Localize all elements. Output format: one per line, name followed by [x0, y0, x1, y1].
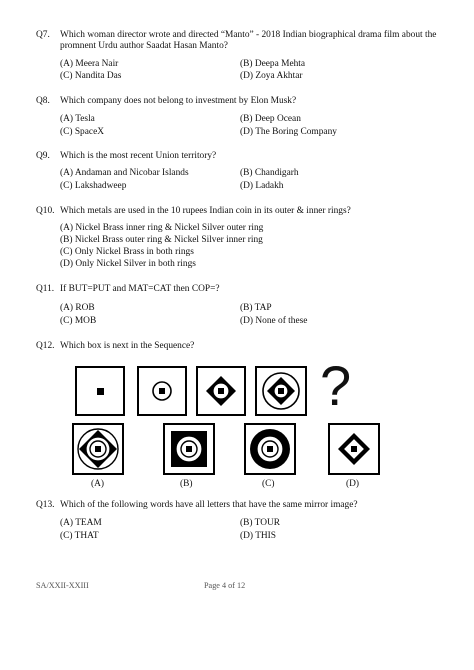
option-c: (C) THAT	[60, 531, 99, 541]
option-b: (B) Nickel Brass outer ring & Nickel Silver inner ring	[60, 235, 263, 245]
question-number: Q13.	[36, 500, 55, 510]
option-b: (B) Chandigarh	[240, 168, 299, 178]
option-b: (B) TAP	[240, 303, 272, 313]
sequence-box-1	[75, 366, 125, 416]
option-c: (C) MOB	[60, 316, 97, 326]
option-a: (A) ROB	[60, 303, 95, 313]
option-b: (B) Deep Ocean	[240, 114, 301, 124]
option-d: (D) Ladakh	[240, 181, 284, 191]
option-c: (C) SpaceX	[60, 127, 104, 137]
answer-label-b: (B)	[180, 479, 193, 489]
question-number: Q8.	[36, 96, 50, 106]
sequence-box-2	[137, 366, 187, 416]
question-text: Which of the following words have all letters that have the same mirror image?	[60, 500, 358, 510]
small-square-icon	[77, 368, 123, 414]
question-mark: ?	[320, 354, 352, 417]
option-a: (A) TEAM	[60, 518, 102, 528]
answer-box-a	[72, 423, 124, 475]
answer-b-figure-icon	[165, 425, 213, 473]
answer-box-d	[328, 423, 380, 475]
option-a: (A) Nickel Brass inner ring & Nickel Silver outer ring	[60, 223, 264, 233]
question-number: Q9.	[36, 151, 50, 161]
diamond-circle-icon	[198, 368, 244, 414]
question-text: If BUT=PUT and MAT=CAT then COP=?	[60, 284, 220, 294]
question-text: Which is the most recent Union territory?	[60, 151, 217, 161]
option-b: (B) Deepa Mehta	[240, 59, 306, 69]
option-d: (D) THIS	[240, 531, 277, 541]
question-text: Which woman director wrote and directed “Manto” - 2018 Indian biographical drama film about the promnent Urdu author Saadat Hasan Manto?	[60, 30, 437, 51]
circle-diamond-icon	[257, 368, 305, 414]
answer-c-figure-icon	[246, 425, 294, 473]
answer-label-d: (D)	[346, 479, 360, 489]
circle-square-icon	[139, 368, 185, 414]
question-text: Which box is next in the Sequence?	[60, 341, 195, 351]
question-text: Which company does not belong to investment by Elon Musk?	[60, 96, 297, 106]
question-number: Q10.	[36, 206, 55, 216]
answer-label-c: (C)	[262, 479, 275, 489]
option-c: (C) Only Nickel Brass in both rings	[60, 247, 194, 257]
option-b: (B) TOUR	[240, 518, 281, 528]
answer-a-figure-icon	[74, 425, 122, 473]
option-c: (C) Nandita Das	[60, 71, 122, 81]
sequence-box-3	[196, 366, 246, 416]
sequence-box-4	[255, 366, 307, 416]
option-a: (A) Tesla	[60, 114, 95, 124]
answer-label-a: (A)	[91, 479, 105, 489]
option-d: (D) The Boring Company	[240, 127, 337, 137]
answer-box-c	[244, 423, 296, 475]
option-a: (A) Andaman and Nicobar Islands	[60, 168, 189, 178]
page-number: Page 4 of 12	[204, 581, 246, 590]
option-d: (D) Zoya Akhtar	[240, 71, 303, 81]
question-number: Q11.	[36, 284, 55, 294]
question-number: Q12.	[36, 341, 55, 351]
footer-code: SA/XXII-XXIII	[36, 581, 89, 590]
answer-d-figure-icon	[330, 425, 378, 473]
option-c: (C) Lakshadweep	[60, 181, 127, 191]
question-number: Q7.	[36, 30, 50, 40]
option-d: (D) Only Nickel Silver in both rings	[60, 259, 196, 269]
option-a: (A) Meera Nair	[60, 59, 119, 69]
question-text: Which metals are used in the 10 rupees Indian coin in its outer & inner rings?	[60, 206, 351, 216]
answer-box-b	[163, 423, 215, 475]
option-d: (D) None of these	[240, 316, 308, 326]
